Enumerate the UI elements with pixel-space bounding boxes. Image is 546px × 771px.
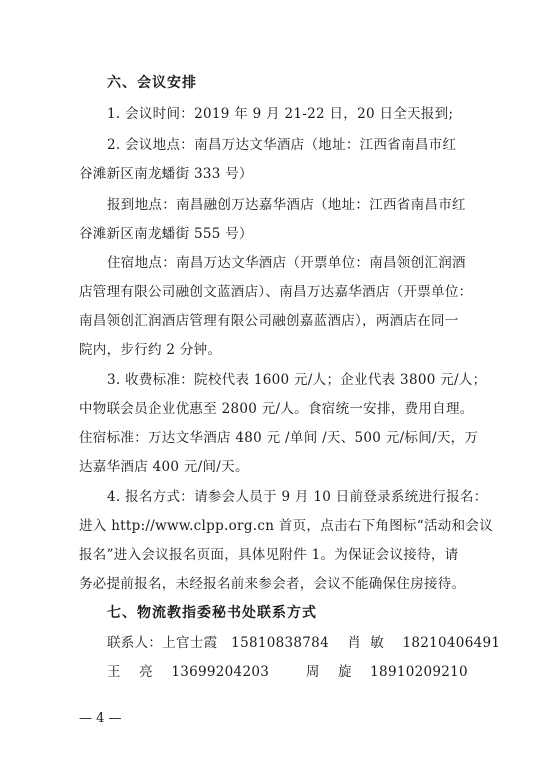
registration-venue-line: 报到地点：南昌融创万达嘉华酒店（地址：江西省南昌市红 [107,197,466,213]
contact-line-2: 王 亮 13699204203 周 旋 18910209210 [107,664,468,680]
page-number: — 4 — [79,711,122,726]
lodging-standard-line-cont: 达嘉华酒店 400 元/间/天。 [79,459,249,475]
accommodation-line-cont-2: 南昌领创汇润酒店管理有限公司融创嘉蓝酒店），两酒店在同一 [79,313,459,329]
registration-method-line-cont-3: 务必提前报名，未经报名前来参会者，会议不能确保住房接待。 [79,576,466,592]
meeting-time-line: 1. 会议时间：2019 年 9 月 21-22 日，20 日全天报到; [107,106,454,122]
meeting-venue-line: 2. 会议地点：南昌万达文华酒店（地址：江西省南昌市红 [107,137,457,153]
accommodation-line: 住宿地点：南昌万达文华酒店（开票单位：南昌领创汇润酒 [107,255,466,271]
fee-standard-line: 3. 收费标准：院校代表 1600 元/人；企业代表 3800 元/人； [107,372,487,388]
section-6-heading: 六、会议安排 [107,75,197,91]
meeting-venue-line-cont: 谷滩新区南龙蟠街 333 号） [79,166,253,182]
fee-standard-line-cont: 中物联会员企业优惠至 2800 元/人。食宿统一安排，费用自理。 [79,401,474,417]
registration-method-line-cont-2: 报名”进入会议报名页面，具体见附件 1。为保证会议接待，请 [79,547,459,563]
accommodation-line-cont-3: 院内，步行约 2 分钟。 [79,342,222,358]
registration-method-line-cont-1[interactable]: 进入 http://www.clpp.org.cn 首页，点击右下角图标“活动和会议 [79,518,493,534]
registration-method-line: 4. 报名方式：请参会人员于 9 月 10 日前登录系统进行报名： [107,489,488,505]
contact-line-1: 联系人：上官士霞 15810838784 肖 敏 18210406491 [107,635,501,651]
lodging-standard-line: 住宿标准：万达文华酒店 480 元 /单间 /天、500 元/标间/天，万 [79,430,479,446]
section-7-heading: 七、物流教指委秘书处联系方式 [107,605,317,621]
registration-venue-line-cont: 谷滩新区南龙蟠街 555 号） [79,226,253,242]
accommodation-line-cont-1: 店管理有限公司融创文蓝酒店）、南昌万达嘉华酒店（开票单位： [79,284,473,300]
